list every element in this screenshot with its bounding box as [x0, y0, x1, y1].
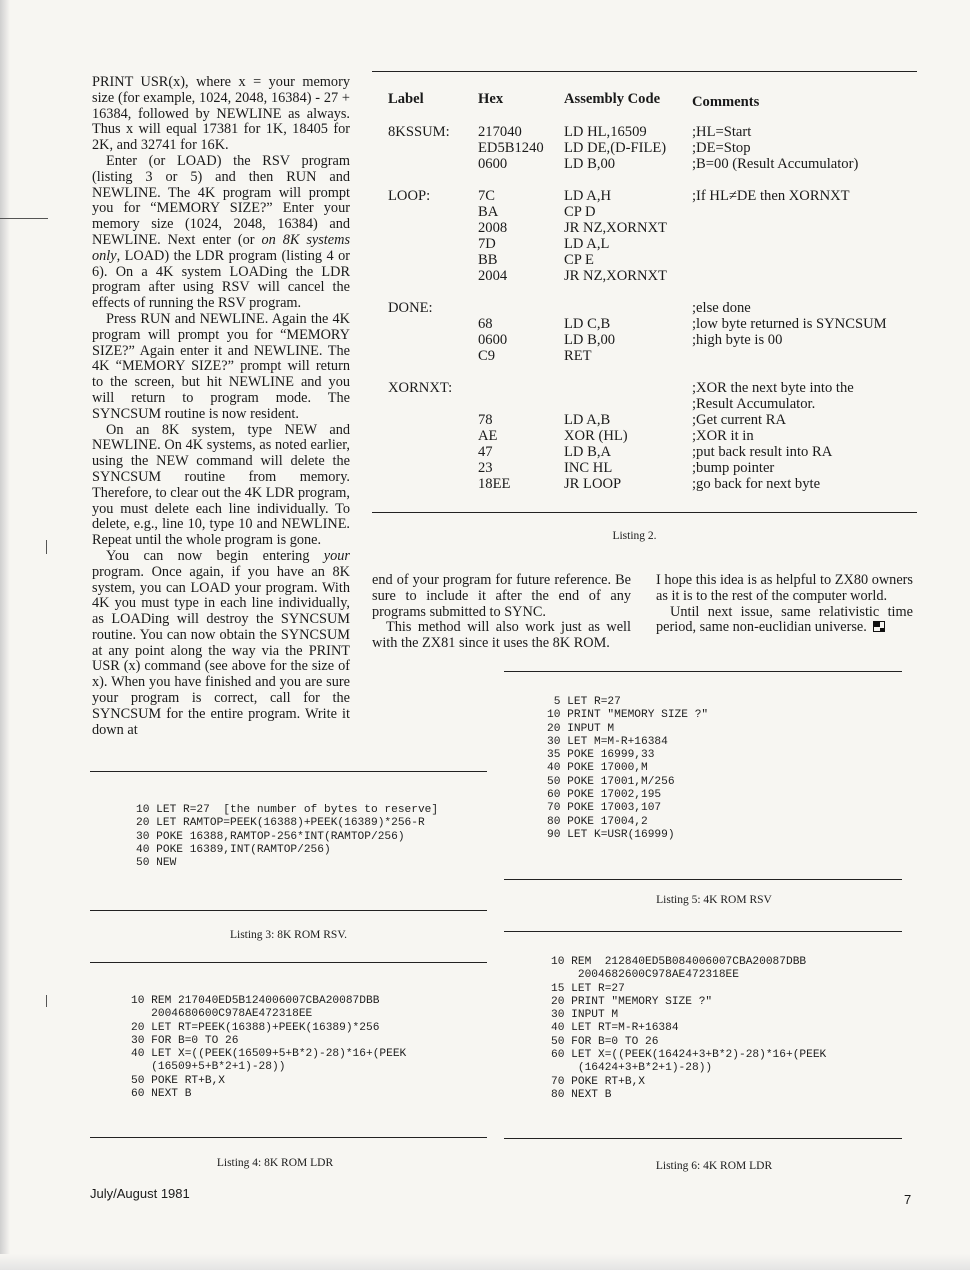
- listing2-row: [388, 461, 918, 477]
- header-hex: Hex: [478, 91, 504, 107]
- rule-top-listing4: [90, 962, 487, 963]
- listing4-caption: Listing 4: 8K ROM LDR: [216, 1157, 334, 1169]
- row-assembly: LD B,00: [564, 332, 616, 348]
- listing5-code: 5 LET R=27 10 PRINT "MEMORY SIZE ?" 20 INPUT M 30 LET M=M-R+16384 35 POKE 16999,33 40 POKE 17000,M 50 POKE 17001,M/256 60 POKE 17002,195 70 POKE 17003,107 80 POKE 17004,2 90 LET K=USR(16999): [547, 696, 709, 841]
- article-paragraph: This method will also work just as well with the ZX81 since it uses the 8K ROM.: [372, 619, 631, 652]
- listing2-row: [388, 157, 918, 173]
- row-assembly: CP D: [564, 204, 596, 220]
- row-hex: 0600: [478, 332, 508, 348]
- row-comment: ;XOR the next byte into the: [692, 380, 854, 396]
- page-edge-shadow: [0, 0, 10, 1270]
- listing2-caption: Listing 2.: [612, 530, 657, 542]
- row-hex: 68: [478, 316, 493, 332]
- row-comment: ;Get current RA: [692, 412, 787, 428]
- listing2-row: [388, 317, 918, 333]
- rule-top-listing5: [504, 671, 902, 672]
- row-label: 8KSSUM:: [388, 124, 450, 140]
- header-assembly: Assembly Code: [564, 91, 661, 107]
- row-assembly: LD HL,16509: [564, 124, 647, 140]
- listing5-caption: Listing 5: 4K ROM RSV: [656, 894, 772, 906]
- row-assembly: RET: [564, 348, 592, 364]
- row-assembly: JR NZ,XORNXT: [564, 268, 667, 284]
- rule-top-listing3: [90, 771, 487, 772]
- listing3-code: 10 LET R=27 [the number of bytes to reserve] 20 LET RAMTOP=PEEK(16388)+PEEK(16389)*256-R 30 POKE 16388,RAMTOP-256*INT(RAMTOP/256) 40 POKE 16389,INT(RAMTOP/256) 50 NEW: [136, 804, 439, 870]
- rule-top-listing6: [504, 931, 902, 932]
- issue-date: July/August 1981: [90, 1186, 190, 1201]
- listing2-row: [388, 125, 918, 141]
- row-assembly: JR NZ,XORNXT: [564, 220, 667, 236]
- listing2-row: [388, 141, 918, 157]
- row-comment: ;bump pointer: [692, 460, 775, 476]
- rule-bottom-listing2: [372, 512, 917, 513]
- margin-mark: [46, 995, 47, 1007]
- listing6-code: 10 REM 212840ED5B084006007CBA20087DBB 2004682600C978AE472318EE 15 LET R=27 20 PRINT "MEMORY SIZE ?" 30 INPUT M 40 LET RT=M-R+16384 50 FOR B=0 TO 26 60 LET X=((PEEK(16424+3+B*2)-28)*16+(PEEK (16424+3+B*2+1)-28)) 70 POKE RT+B,X 80 NEXT B: [551, 956, 827, 1101]
- rule-bottom-listing3: [90, 910, 487, 911]
- row-comment: ;B=00 (Result Accumulator): [692, 156, 859, 172]
- end-of-article-icon: [873, 621, 885, 632]
- header-label: Label: [388, 91, 424, 107]
- listing2-row: [388, 205, 918, 221]
- row-hex: C9: [478, 348, 496, 364]
- listing6-caption: Listing 6: 4K ROM LDR: [655, 1160, 773, 1172]
- row-assembly: LD A,H: [564, 188, 612, 204]
- rule-bottom-listing4: [90, 1137, 487, 1138]
- row-hex: 2004: [478, 268, 508, 284]
- row-hex: ED5B1240: [478, 140, 544, 156]
- row-hex: 2008: [478, 220, 508, 236]
- listing2-row: [388, 237, 918, 253]
- row-label: XORNXT:: [388, 380, 453, 396]
- row-hex: 78: [478, 412, 493, 428]
- row-assembly: LD B,00: [564, 156, 616, 172]
- listing2-row: [388, 413, 918, 429]
- article-paragraph: end of your program for future reference. Be sure to include it after the end of any programs submitted to SYNC.: [372, 572, 631, 620]
- listing2-row: [388, 333, 918, 349]
- article-paragraph: PRINT USR(x), where x = your memory size (for example, 1024, 2048, 16384) - 27 + 16384, followed by NEWLINE as always. Thus x will equal 17381 for 1K, 18405 for 2K, and 32741 for 16K.: [92, 74, 350, 154]
- row-comment: ;low byte returned is SYNCSUM: [692, 316, 887, 332]
- row-hex: 7C: [478, 188, 496, 204]
- page-number: 7: [904, 1192, 912, 1207]
- listing2-row: [388, 301, 918, 317]
- listing2-row: [388, 269, 918, 285]
- article-mid-left: [372, 573, 631, 652]
- listing2-row: [388, 445, 918, 461]
- listing2-row: [388, 381, 918, 397]
- row-assembly: LD A,L: [564, 236, 610, 252]
- margin-mark: [46, 540, 47, 554]
- page-bottom-edge: [0, 1254, 970, 1270]
- article-paragraph: On an 8K system, type NEW and NEWLINE. On 4K systems, as noted earlier, using the NEW command will delete the SYNCSUM routine from memory. Therefore, to clear out the 4K LDR program, you must delete each line individually. To delete, e.g., line 10, type 10 and NEWLINE. Repeat until the whole program is gone.: [92, 421, 350, 549]
- row-comment: ;put back result into RA: [692, 444, 833, 460]
- listing2-row: [388, 189, 918, 205]
- row-comment: ;Result Accumulator.: [692, 396, 816, 412]
- row-hex: 0600: [478, 156, 508, 172]
- row-comment: ;go back for next byte: [692, 476, 821, 492]
- row-hex: 18EE: [478, 476, 511, 492]
- row-comment: ;else done: [692, 300, 751, 316]
- row-comment: ;If HL≠DE then XORNXT: [692, 188, 850, 204]
- row-assembly: JR LOOP: [564, 476, 622, 492]
- rule-bottom-listing5: [504, 879, 902, 880]
- row-comment: ;HL=Start: [692, 124, 752, 140]
- row-assembly: XOR (HL): [564, 428, 628, 444]
- row-hex: 47: [478, 444, 493, 460]
- row-hex: AE: [478, 428, 498, 444]
- row-comment: ;DE=Stop: [692, 140, 751, 156]
- row-hex: BA: [478, 204, 499, 220]
- listing2-row: [388, 429, 918, 445]
- row-assembly: LD A,B: [564, 412, 611, 428]
- article-mid-right: [656, 573, 913, 636]
- listing2-row: [388, 349, 918, 365]
- row-hex: 217040: [478, 124, 522, 140]
- row-assembly: INC HL: [564, 460, 613, 476]
- listing2-row: [388, 397, 918, 413]
- rule-top-listing2: [372, 71, 917, 72]
- row-assembly: LD DE,(D-FILE): [564, 140, 667, 156]
- listing2-row: [388, 253, 918, 269]
- listing3-caption: Listing 3: 8K ROM RSV.: [229, 929, 348, 941]
- row-assembly: LD B,A: [564, 444, 612, 460]
- article-paragraph: Press RUN and NEWLINE. Again the 4K program will prompt you for “MEMORY SIZE?” Again enter it and NEWLINE. The 4K “MEMORY SIZE?” prompt will return to the screen, but hit NEWLINE and you will return to program mode. The SYNCSUM routine is now resident.: [92, 310, 350, 422]
- row-comment: ;XOR it in: [692, 428, 754, 444]
- listing2-row: [388, 221, 918, 237]
- article-paragraph: Enter (or LOAD) the RSV program (listing 3 or 5) and then RUN and NEWLINE. The 4K program will prompt you for “MEMORY SIZE?” Enter your memory size (1024, 2048, 16384) and NEWLINE. Next enter (or on 8K systems only, LOAD) the LDR program (listing 4 or 6). On a 4K system LOADing the LDR program after using RSV will cancel the effects of running the RSV program.: [92, 152, 351, 312]
- row-label: DONE:: [388, 300, 433, 316]
- margin-mark: [0, 218, 48, 219]
- article-paragraph: You can now begin entering your program. Once again, if you have an 8K system, you can LOAD your program. With 4K you must type in each line individually, as LOADing will destroy the SYNCSUM routine. You can now obtain the SYNCSUM at any point along the way via the PRINT USR (x) command (see above for the size of x). When you have finished and you are sure your program is correct, call for the SYNCSUM for the entire program. Write it down at: [92, 547, 350, 738]
- article-paragraph: I hope this idea is as helpful to ZX80 owners as it is to the rest of the computer world.: [656, 572, 913, 604]
- row-assembly: CP E: [564, 252, 594, 268]
- listing4-code: 10 REM 217040ED5B124006007CBA20087DBB 2004680600C978AE472318EE 20 LET RT=PEEK(16388)+PEEK(16389)*256 30 FOR B=0 TO 26 40 LET X=((PEEK(16509+5+B*2)-28)*16+(PEEK (16509+5+B*2+1)-28)) 50 POKE RT+B,X 60 NEXT B: [131, 995, 407, 1101]
- row-hex: 23: [478, 460, 493, 476]
- article-left-column: [92, 75, 350, 738]
- row-comment: ;high byte is 00: [692, 332, 783, 348]
- row-label: LOOP:: [388, 188, 431, 204]
- row-assembly: LD C,B: [564, 316, 611, 332]
- rule-bottom-listing6: [504, 1138, 902, 1139]
- listing2-row: [388, 477, 918, 493]
- article-paragraph: Until next issue, same relativistic time period, same non-euclidian universe.: [656, 603, 913, 636]
- header-comments: Comments: [692, 94, 760, 110]
- row-hex: 7D: [478, 236, 496, 252]
- row-hex: BB: [478, 252, 498, 268]
